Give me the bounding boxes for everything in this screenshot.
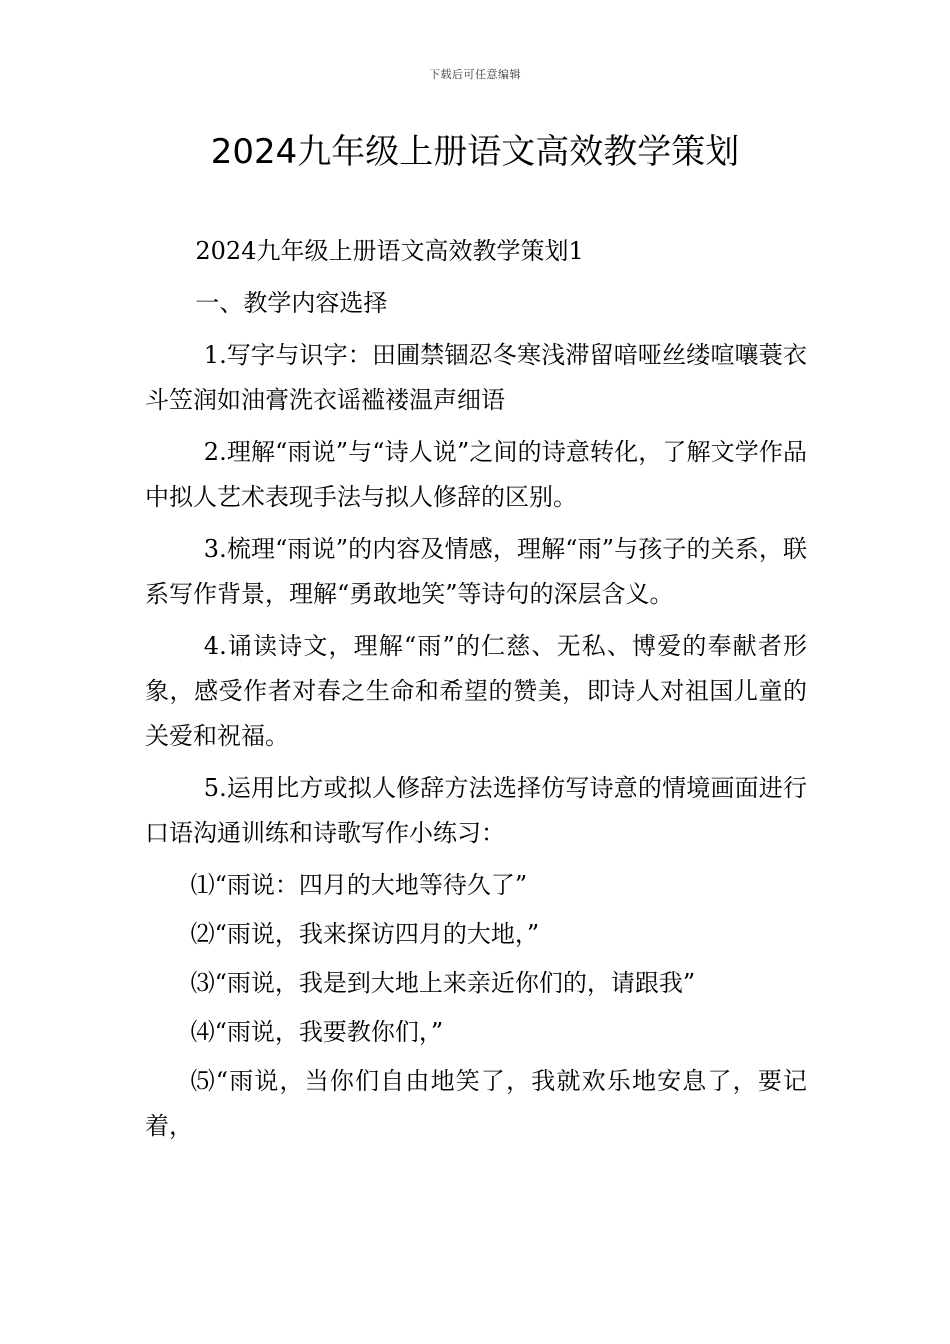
section-heading: 一、教学内容选择: [195, 289, 388, 317]
content-item-3: 3.梳理“雨说”的内容及情感，理解“雨”与孩子的关系，联系写作背景，理解“勇敢地笑”等诗句的深层含义。: [145, 535, 807, 608]
exercise-4: ⑷“雨说，我要教你们，”: [190, 1018, 444, 1046]
exercise-1: ⑴“雨说：四月的大地等待久了”: [190, 871, 528, 899]
document-title: 2024九年级上册语文高效教学策划: [210, 132, 740, 172]
subtitle-paragraph: 2024九年级上册语文高效教学策划1: [195, 237, 584, 265]
exercise-2: ⑵“雨说，我来探访四月的大地，”: [190, 920, 540, 948]
exercise-5: ⑸“雨说，当你们自由地笑了，我就欢乐地安息了，要记着，: [145, 1067, 807, 1140]
exercise-3: ⑶“雨说，我是到大地上来亲近你们的，请跟我”: [190, 969, 696, 997]
content-item-4: 4.诵读诗文，理解“雨”的仁慈、无私、博爱的奉献者形象，感受作者对春之生命和希望的赞美，即诗人对祖国儿童的关爱和祝福。: [145, 632, 807, 750]
content-item-5: 5.运用比方或拟人修辞方法选择仿写诗意的情境画面进行口语沟通训练和诗歌写作小练习：: [145, 774, 807, 847]
content-item-2: 2.理解“雨说”与“诗人说”之间的诗意转化，了解文学作品中拟人艺术表现手法与拟人修辞的区别。: [145, 438, 807, 511]
header-note: 下载后可任意编辑: [429, 68, 521, 81]
content-item-1: 1.写字与识字：田圃禁锢忍冬寒浅滞留喑哑丝缕喧嚷蓑衣斗笠润如油膏洗衣谣褴褛温声细语: [145, 341, 807, 414]
document-body: [145, 229, 807, 1156]
